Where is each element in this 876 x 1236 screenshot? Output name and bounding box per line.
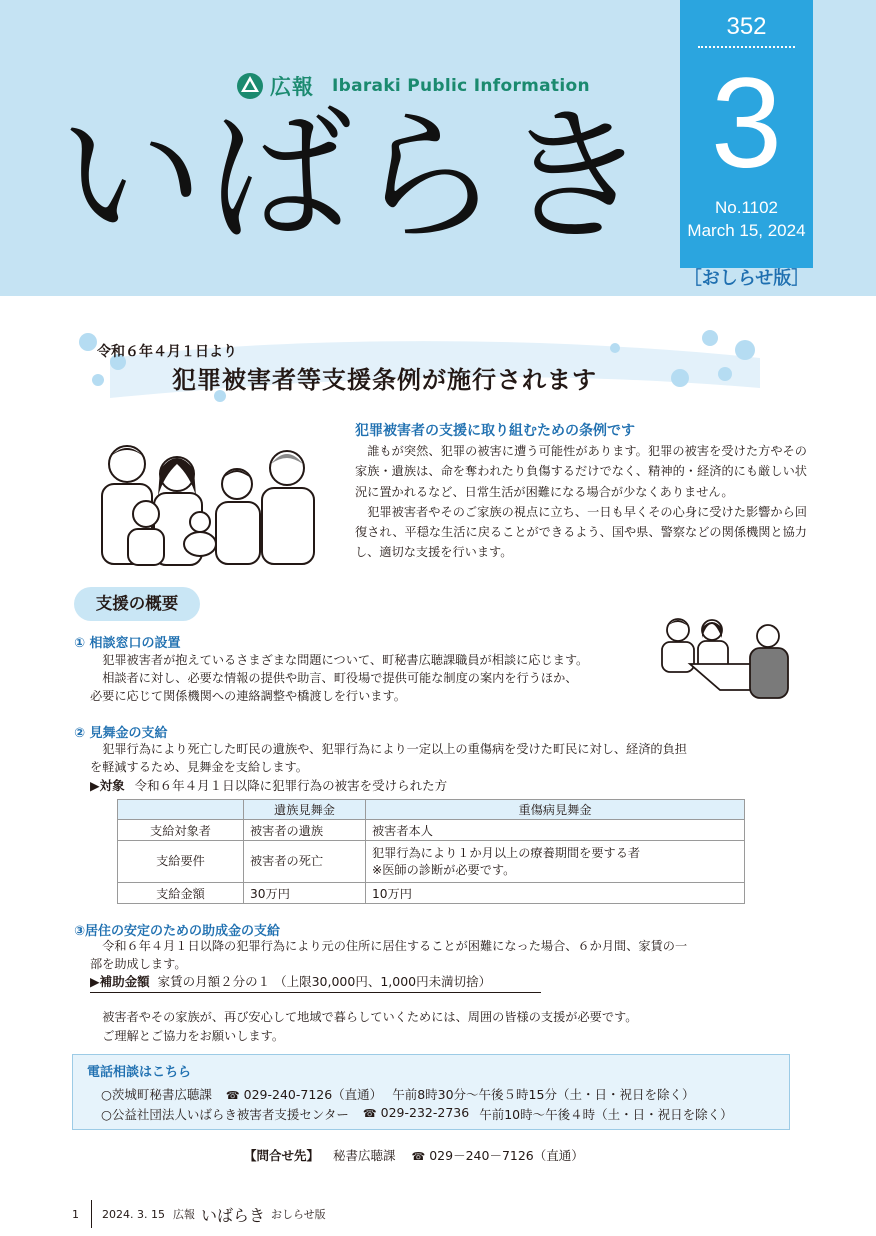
phone-row xyxy=(101,1105,733,1123)
item2-title: ② 見舞金の支給 xyxy=(74,726,168,741)
target-label: ▶対象 xyxy=(90,778,125,793)
telephone-icon: ☎ xyxy=(362,1107,377,1120)
table-row-label: 支給対象者 xyxy=(118,820,244,841)
telephone-icon: ☎ xyxy=(225,1089,240,1102)
table-row xyxy=(118,841,745,883)
contact-line xyxy=(244,1146,584,1164)
subsidy-text: 家賃の月額２分の１ （上限30,000円、1,000円未満切捨） xyxy=(157,974,492,989)
target-line xyxy=(90,776,447,794)
subsidy-label: ▶補助金額 xyxy=(90,974,150,989)
table-header-cell xyxy=(118,800,244,820)
intro-body xyxy=(355,441,807,563)
item2-body xyxy=(90,740,687,776)
issue-box xyxy=(680,0,813,268)
item1-line: 犯罪被害者が抱えているさまざまな問題について、町秘書広聴課職員が相談に応じます。 xyxy=(102,653,589,667)
dotted-divider xyxy=(698,46,795,48)
phone-org: ○公益社団法人いばらき被害者支援センター xyxy=(101,1107,349,1122)
issue-date: March 15, 2024 xyxy=(687,221,806,240)
table-row xyxy=(118,883,745,904)
page-footer xyxy=(72,1200,326,1228)
item3-title: ③居住の安定のための助成金の支給 xyxy=(74,924,281,939)
footer-date: 2024. 3. 15 xyxy=(102,1207,165,1221)
english-subtitle: Ibaraki Public Information xyxy=(332,76,590,96)
contact-phone[interactable] xyxy=(412,1148,584,1163)
item1-body xyxy=(90,651,588,705)
intro-heading: 犯罪被害者の支援に取り組むための条例です xyxy=(355,423,635,439)
closing-line: ご理解とご協力をお願いします。 xyxy=(102,1029,285,1043)
table-cell: 30万円 xyxy=(244,883,366,904)
phone-consultation-box xyxy=(72,1054,790,1130)
item2-line: を軽減するため、見舞金を支給します。 xyxy=(90,760,308,774)
footer-publication-name: いばらき xyxy=(200,1205,265,1225)
footer-kouhou: 広報 xyxy=(172,1208,195,1221)
table-cell-line: 犯罪行為により１か月以上の療養期間を要する者 xyxy=(372,845,641,860)
item3-body xyxy=(90,937,687,973)
table-cell: 被害者の遺族 xyxy=(244,820,366,841)
phone-number-text: 029-240-7126（直通） xyxy=(243,1087,383,1102)
kouhou-label: 広報 xyxy=(270,75,314,99)
phone-number[interactable] xyxy=(363,1105,469,1123)
phone-row xyxy=(101,1085,694,1103)
footer-divider xyxy=(91,1200,92,1228)
contact-phone-text: 029－240－7126（直通） xyxy=(429,1148,584,1163)
table-row-label: 支給金額 xyxy=(118,883,244,904)
closing-message xyxy=(90,1008,637,1046)
contact-label: 【問合せ先】 xyxy=(244,1148,320,1163)
intro-paragraph: 犯罪被害者やそのご家族の視点に立ち、一日も早くその心身に受けた影響から回復され、平穏な生活に戻ることができるよう、国や県、警察などの関係機関と協力し、適切な支援を行います。 xyxy=(355,504,807,560)
subsidy-amount-line xyxy=(90,972,541,993)
issue-number: No.1102 xyxy=(714,198,778,217)
table-row xyxy=(118,820,745,841)
item3-line: 令和６年４月１日以降の犯罪行為により元の住所に居住することが困難になった場合、６か月間、家賃の一 xyxy=(102,939,688,953)
item3-line: 部を助成します。 xyxy=(90,957,187,971)
footer-edition: おしらせ版 xyxy=(271,1208,326,1221)
edition-label: ［おしらせ版］ xyxy=(683,268,810,289)
table-cell: 被害者本人 xyxy=(366,820,745,841)
benefit-table xyxy=(117,799,745,904)
item1-title: ① 相談窓口の設置 xyxy=(74,636,181,651)
phone-number-text: 029-232-2736 xyxy=(380,1105,470,1120)
headline-title: 犯罪被害者等支援条例が施行されます xyxy=(172,366,597,394)
phone-hours: 午前8時30分～午後５時15分（土・日・祝日を除く） xyxy=(392,1087,695,1102)
item2-line: 犯罪行為により死亡した町民の遺族や、犯罪行為により一定以上の重傷病を受けた町民に対し、経済的負担 xyxy=(102,742,687,756)
phone-box-title: 電話相談はこちら xyxy=(87,1065,192,1080)
publication-title: いばらき xyxy=(58,92,650,262)
closing-line: 被害者やその家族が、再び安心して地域で暮らしていくためには、周囲の皆様の支援が必要です。 xyxy=(102,1010,638,1024)
table-cell: 被害者の死亡 xyxy=(244,841,366,883)
table-header-row xyxy=(118,800,745,820)
phone-org: ○茨城町秘書広聴課 xyxy=(101,1087,212,1102)
phone-hours: 午前10時～午後４時（土・日・祝日を除く） xyxy=(479,1107,733,1122)
table-header-cell: 遺族見舞金 xyxy=(244,800,366,820)
table-cell-note: ※医師の診断が必要です。 xyxy=(372,862,516,877)
page-number: 1 xyxy=(72,1207,79,1221)
table-row-label: 支給要件 xyxy=(118,841,244,883)
section-heading: 支援の概要 xyxy=(74,587,200,621)
table-header-cell: 重傷病見舞金 xyxy=(366,800,745,820)
consultation-illustration xyxy=(650,614,800,706)
table-cell: 10万円 xyxy=(366,883,745,904)
headline-pretitle: 令和６年４月１日より xyxy=(97,344,237,360)
intro-paragraph: 誰もが突然、犯罪の被害に遭う可能性があります。犯罪の被害を受けた方やその家族・遺族は、命を奪われたり負傷するだけでなく、精神的・経済的にも厳しい状況に置かれるなど、日常生活が困難になる場合が少なくありません。 xyxy=(355,444,807,499)
target-text: 令和６年４月１日以降に犯罪行為の被害を受けられた方 xyxy=(134,778,448,793)
family-illustration xyxy=(82,436,328,566)
phone-number[interactable] xyxy=(226,1085,382,1103)
telephone-icon: ☎ xyxy=(411,1150,426,1163)
contact-dept: 秘書広聴課 xyxy=(333,1148,396,1163)
table-cell xyxy=(366,841,745,883)
item1-line: 必要に応じて関係機関への連絡調整や橋渡しを行います。 xyxy=(90,689,406,703)
issue-count: 352 xyxy=(726,13,767,40)
item1-line: 相談者に対し、必要な情報の提供や助言、町役場で提供可能な制度の案内を行うほか、 xyxy=(102,671,578,685)
issue-month: 3 xyxy=(710,52,783,195)
